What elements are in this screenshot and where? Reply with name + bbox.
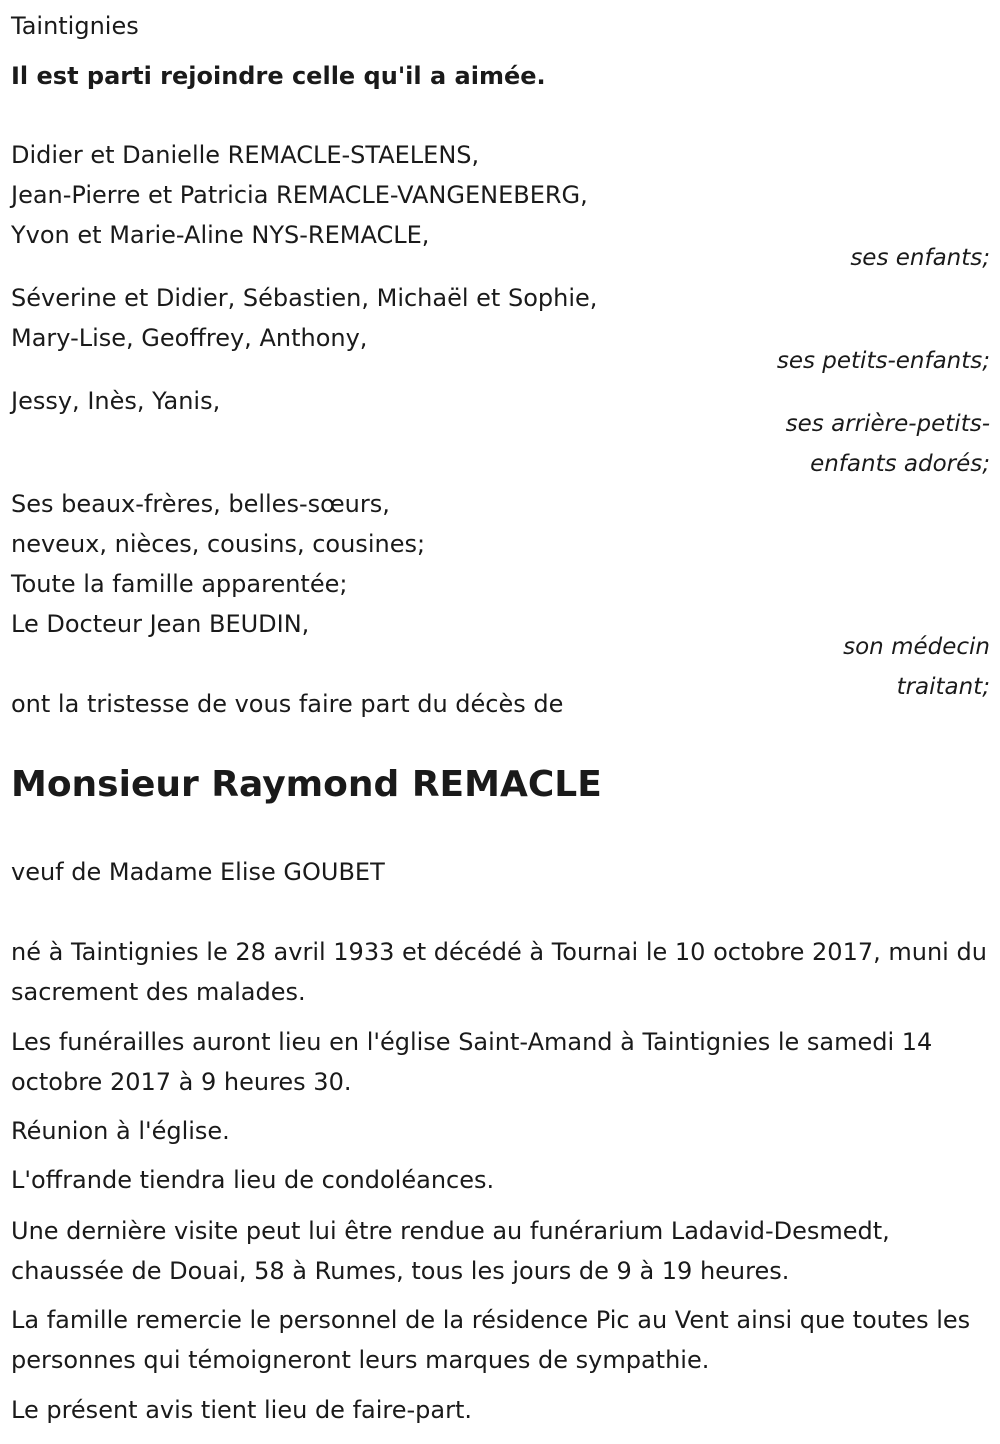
epigraph: Il est parti rejoindre celle qu'il a aimée.: [11, 62, 546, 90]
child-line: Yvon et Marie-Aline NYS-REMACLE,: [11, 221, 430, 249]
deceased-name: Monsieur Raymond REMACLE: [11, 764, 602, 805]
great-grandchildren-relation: ses arrière-petits-: [785, 411, 990, 437]
notice-paragraph: Le présent avis tient lieu de faire-part.: [11, 1396, 473, 1424]
location: Taintignies: [11, 12, 139, 40]
grandchild-line: Mary-Lise, Geoffrey, Anthony,: [11, 324, 368, 352]
thanks-paragraph: La famille remercie le personnel de la résidence Pic au Vent ainsi que toutes les personnes qui témoigneront leurs marques de sympathie.: [11, 1306, 971, 1374]
doctor-line: Le Docteur Jean BEUDIN,: [11, 610, 310, 638]
other-family-line: neveux, nièces, cousins, cousines;: [11, 530, 426, 558]
children-relation: ses enfants;: [850, 245, 990, 271]
other-family-line: Toute la famille apparentée;: [11, 570, 348, 598]
grandchild-line: Séverine et Didier, Sébastien, Michaël et Sophie,: [11, 284, 598, 312]
visit-paragraph: Une dernière visite peut lui être rendue au funérarium Ladavid-Desmedt, chaussée de Douai, 58 à Rumes, tous les jours de 9 à 19 heures.: [11, 1217, 890, 1285]
other-family-line: Ses beaux-frères, belles-sœurs,: [11, 490, 390, 518]
meeting-paragraph: Réunion à l'église.: [11, 1117, 230, 1145]
child-line: Jean-Pierre et Patricia REMACLE-VANGENEBERG,: [11, 181, 588, 209]
child-line: Didier et Danielle REMACLE-STAELENS,: [11, 141, 480, 169]
announcement: ont la tristesse de vous faire part du décès de: [11, 690, 564, 718]
offering-paragraph: L'offrande tiendra lieu de condoléances.: [11, 1166, 495, 1194]
great-grandchildren-line: Jessy, Inès, Yanis,: [11, 387, 221, 415]
spouse-line: veuf de Madame Elise GOUBET: [11, 858, 385, 886]
birth-death-paragraph: né à Taintignies le 28 avril 1933 et décédé à Tournai le 10 octobre 2017, muni du sacrement des malades.: [11, 938, 987, 1006]
funeral-paragraph: Les funérailles auront lieu en l'église Saint-Amand à Taintignies le samedi 14 octobre 2017 à 9 heures 30.: [11, 1028, 933, 1096]
doctor-relation-cont: traitant;: [896, 674, 990, 700]
doctor-relation: son médecin: [843, 634, 990, 660]
great-grandchildren-relation-cont: enfants adorés;: [810, 451, 990, 477]
grandchildren-relation: ses petits-enfants;: [776, 348, 990, 374]
